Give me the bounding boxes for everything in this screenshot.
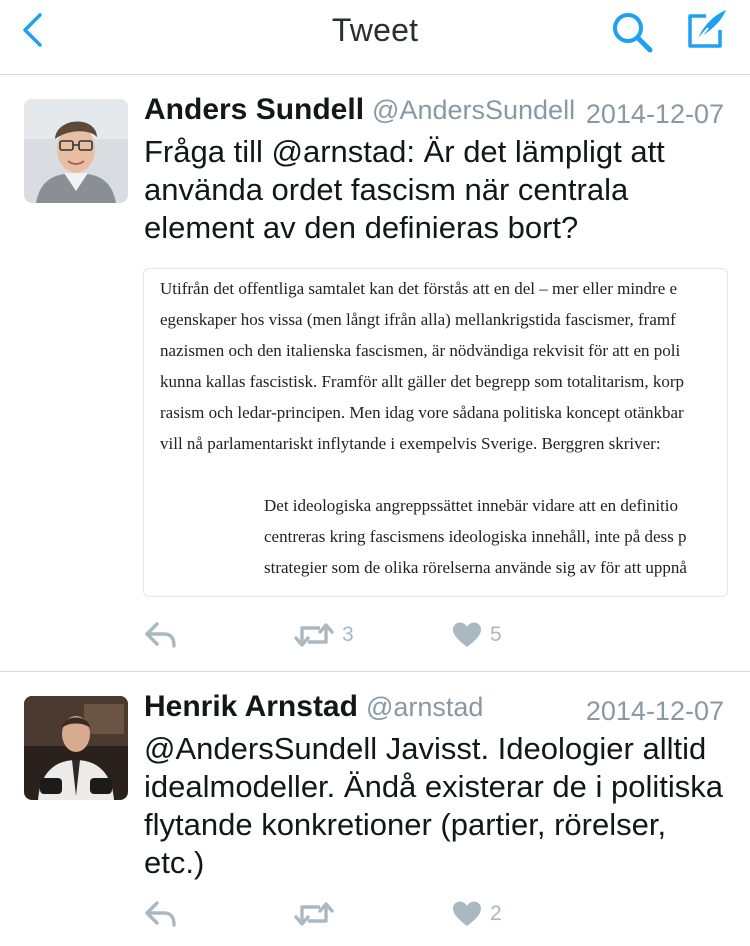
tweet-text: Fråga till @arnstad: Är det lämpligt att använda ordet fascism när centrala element av den definieras bort? bbox=[144, 134, 665, 245]
avatar[interactable] bbox=[24, 696, 128, 800]
avatar[interactable] bbox=[24, 99, 128, 203]
document-line: vill nå parlamentariskt inflytande i exempelvis Sverige. Berggren skriver: bbox=[160, 434, 661, 453]
retweet-button[interactable] bbox=[294, 894, 342, 934]
tweet-media-image[interactable] bbox=[143, 268, 728, 597]
tweet-date: 2014-12-07 bbox=[585, 99, 724, 129]
document-line: egenskaper hos vissa (men långt ifrån alla) mellankrigstida fascismer, framf bbox=[160, 310, 676, 329]
nav-bar bbox=[0, 0, 750, 75]
like-button[interactable] bbox=[452, 894, 502, 934]
reply-button[interactable] bbox=[144, 615, 186, 655]
document-quote-line: Det ideologiska angreppssättet innebär vidare att en definitio bbox=[264, 496, 679, 515]
compose-icon[interactable] bbox=[682, 6, 730, 54]
retweet-count: 3 bbox=[342, 623, 354, 646]
like-count: 5 bbox=[490, 623, 502, 646]
author-handle[interactable]: @AndersSundell bbox=[372, 95, 576, 125]
reply-button[interactable] bbox=[144, 894, 186, 934]
tweet-header bbox=[144, 93, 724, 133]
document-line: Utifrån det offentliga samtalet kan det förstås att en del – mer eller mindre e bbox=[160, 279, 678, 298]
author-name[interactable]: Henrik Arnstad bbox=[144, 690, 358, 723]
document-quote-line: centreras kring fascismens ideologiska innehåll, inte på dess p bbox=[264, 527, 687, 546]
page-title: Tweet bbox=[331, 12, 419, 48]
reply-icon bbox=[144, 620, 178, 650]
retweet-icon bbox=[294, 620, 334, 650]
tweet-text: @AndersSundell Javisst. Ideologier alltid idealmodeller. Ändå existerar de i politiska flytande konkretioner (partier, rörelser, etc.) bbox=[144, 731, 723, 880]
document-line: nazismen och den italienska fascismen, är nödvändiga rekvisit för att en poli bbox=[160, 341, 681, 360]
like-count: 2 bbox=[490, 902, 502, 925]
heart-icon bbox=[452, 621, 482, 649]
tweet-actions bbox=[144, 615, 750, 655]
search-icon[interactable] bbox=[608, 8, 656, 56]
tweet-header bbox=[144, 690, 724, 730]
tweet-item[interactable] bbox=[0, 672, 750, 946]
like-button[interactable] bbox=[452, 615, 502, 655]
tweet-date: 2014-12-07 bbox=[585, 696, 724, 726]
document-line: rasism och ledar-principen. Men idag vore sådana politiska koncept otänkbar bbox=[160, 403, 684, 422]
document-line: kunna kallas fascistisk. Framför allt gäller det begrepp som totalitarism, korp bbox=[160, 372, 685, 391]
author-handle[interactable]: @arnstad bbox=[365, 692, 484, 722]
tweet-item[interactable] bbox=[0, 75, 750, 672]
document-quote-line: strategier som de olika rörelserna använde sig av för att uppnå bbox=[264, 558, 687, 577]
heart-icon bbox=[452, 900, 482, 928]
retweet-icon bbox=[294, 899, 334, 929]
author-name[interactable]: Anders Sundell bbox=[144, 93, 365, 126]
tweet-actions bbox=[144, 894, 750, 934]
retweet-button[interactable] bbox=[294, 615, 354, 655]
reply-icon bbox=[144, 899, 178, 929]
